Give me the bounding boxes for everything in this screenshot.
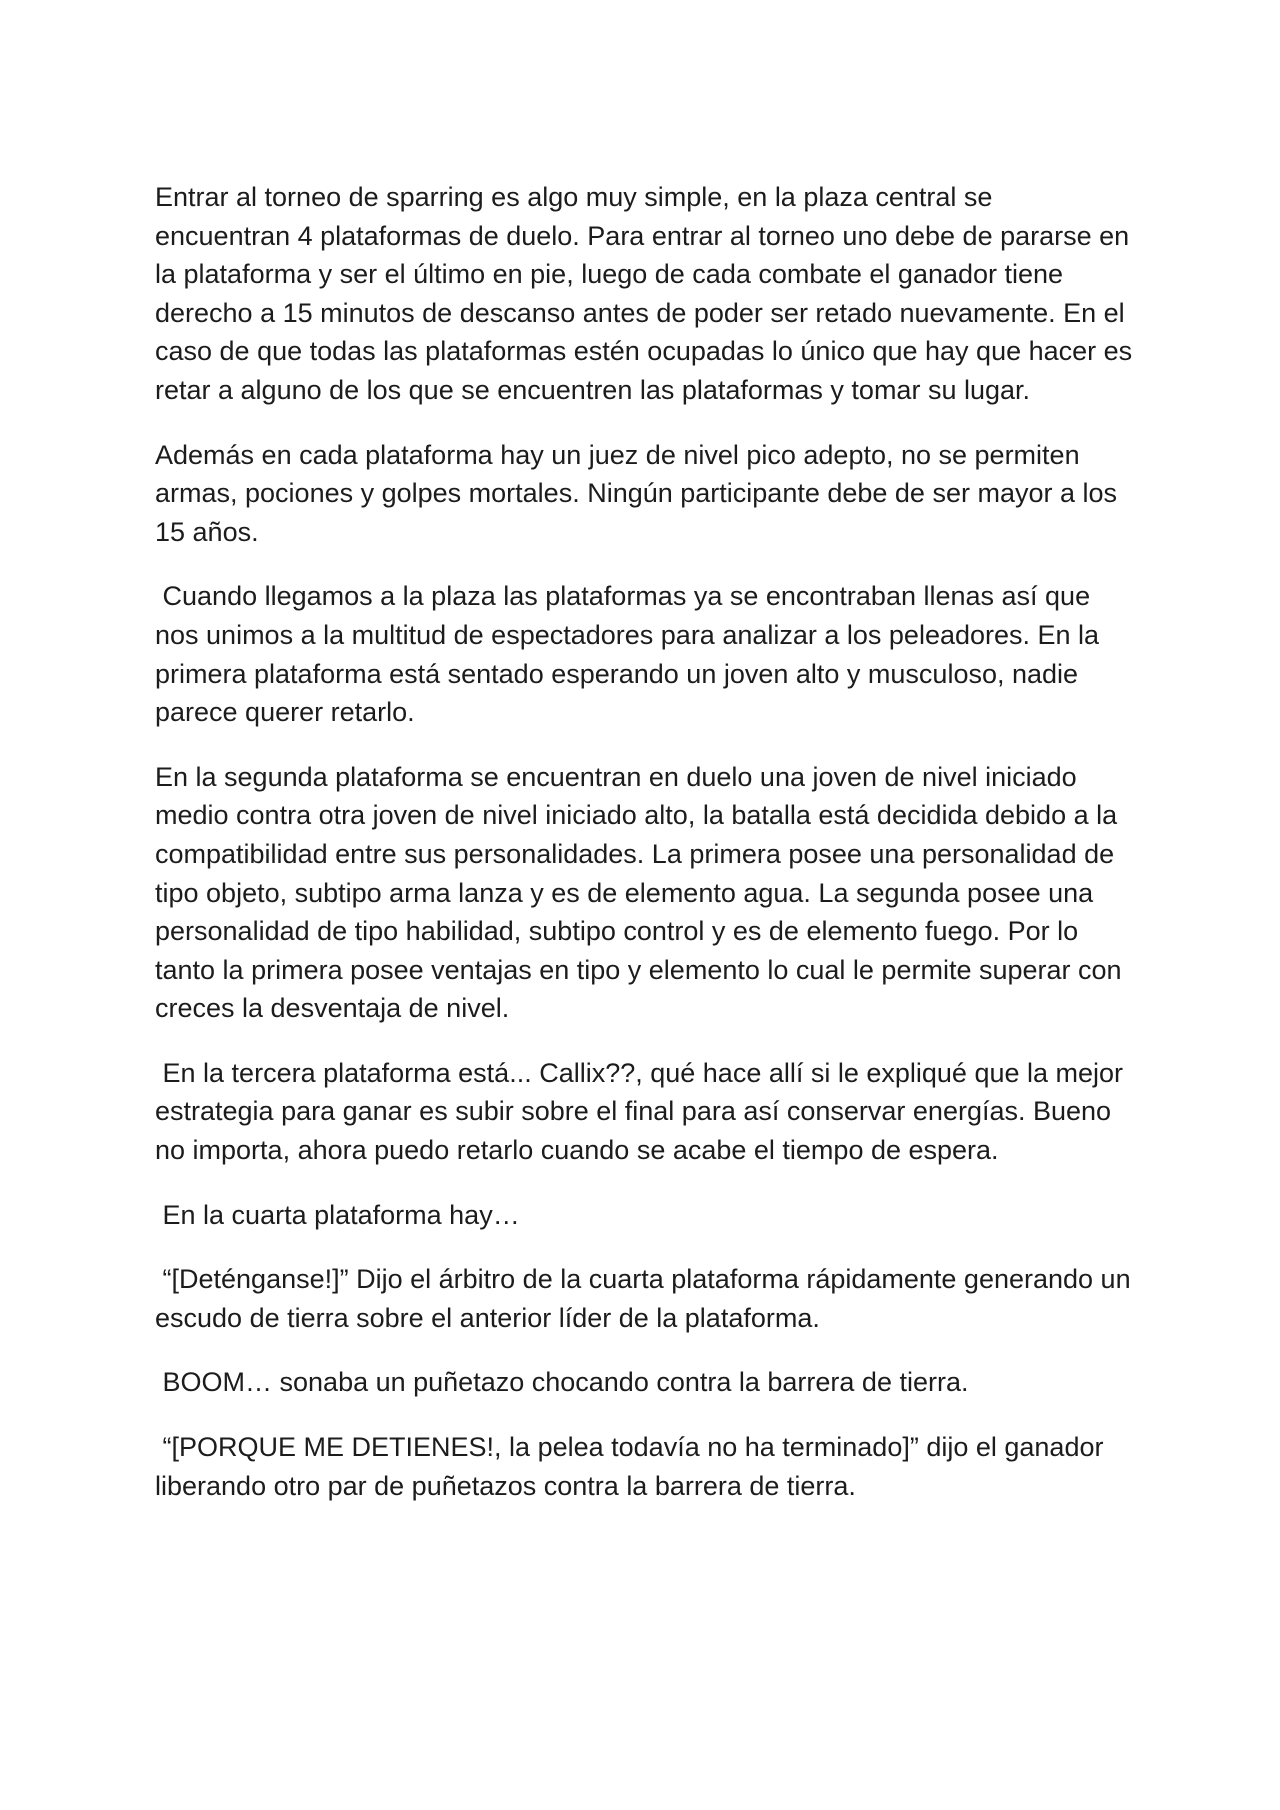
paragraph-3: Cuando llegamos a la plaza las plataformas ya se encontraban llenas así que nos unimos a la multitud de espectadores para analizar a los peleadores. En la primera plataforma está sentado esperando un joven alto y musculoso, nadie parece querer retarlo. (155, 581, 1107, 728)
paragraph-9: “[PORQUE ME DETIENES!, la pelea todavía no ha terminado]” dijo el ganador liberando otro par de puñetazos contra la barrera de tierra. (155, 1432, 1111, 1501)
paragraph-7: “[Deténganse!]” Dijo el árbitro de la cuarta plataforma rápidamente generando un escudo de tierra sobre el anterior líder de la plataforma. (155, 1264, 1139, 1333)
paragraph-6: En la cuarta plataforma hay… (155, 1199, 520, 1230)
document-body (155, 178, 1140, 1531)
paragraph-2: Además en cada plataforma hay un juez de nivel pico adepto, no se permiten armas, pociones y golpes mortales. Ningún participante debe de ser mayor a los 15 años. (155, 439, 1125, 547)
paragraph-5: En la tercera plataforma está... Callix??, qué hace allí si le expliqué que la mejor estrategia para ganar es subir sobre el final para así conservar energías. Bueno no importa, ahora puedo retarlo cuando se acabe el tiempo de espera. (155, 1057, 1131, 1166)
paragraph-4: En la segunda plataforma se encuentran en duelo una joven de nivel iniciado medio contra otra joven de nivel iniciado alto, la batalla está decidida debido a la compatibilidad entre sus personalidades. La primera posee una personalidad de tipo objeto, subtipo arma lanza y es de elemento agua. La segunda posee una personalidad de tipo habilidad, subtipo control y es de elemento fuego. Por lo tanto la primera posee ventajas en tipo y elemento lo cual le permite superar con creces la desventaja de nivel. (155, 761, 1130, 1024)
paragraph-8: BOOM… sonaba un puñetazo chocando contra la barrera de tierra. (155, 1367, 969, 1398)
paragraph-1: Entrar al torneo de sparring es algo muy simple, en la plaza central se encuentran 4 plataformas de duelo. Para entrar al torneo uno debe de pararse en la plataforma y ser el último en pie, luego de cada combate el ganador tiene derecho a 15 minutos de descanso antes de poder ser retado nuevamente. En el caso de que todas las plataformas estén ocupadas lo único que hay que hacer es retar a alguno de los que se encuentren las plataformas y tomar su lugar. (155, 182, 1140, 405)
